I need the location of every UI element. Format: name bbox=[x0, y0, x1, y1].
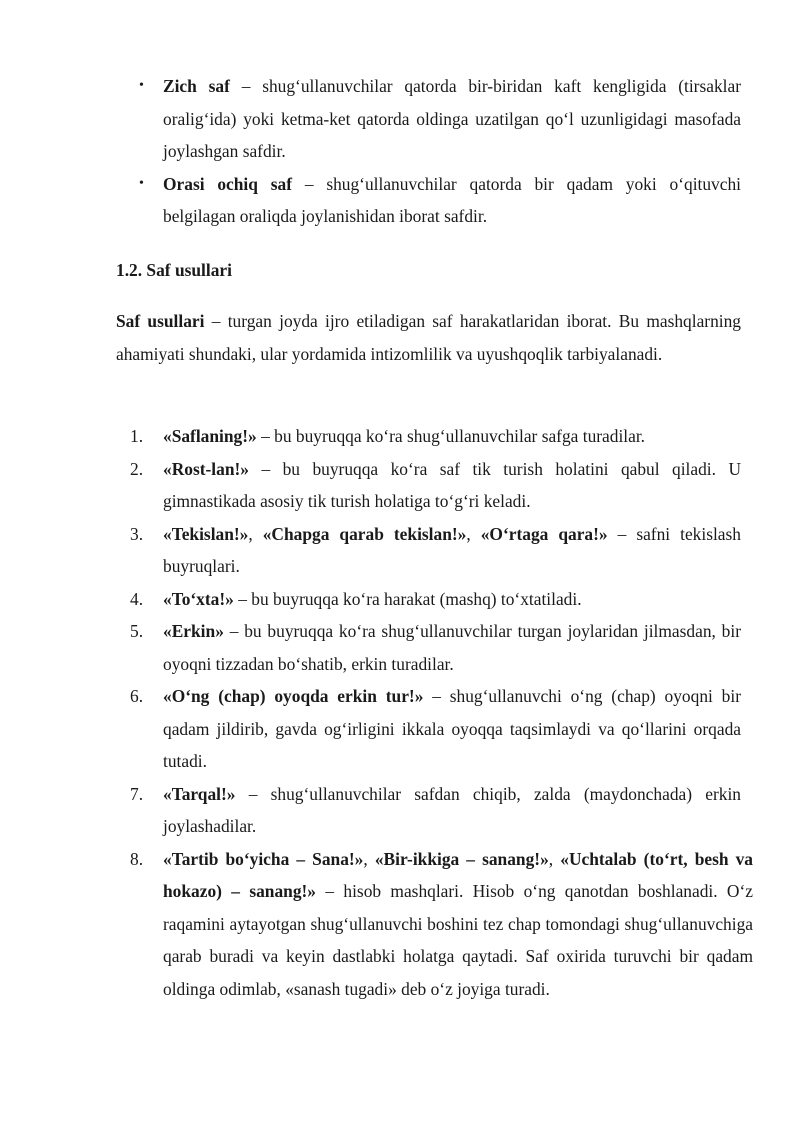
item-text: – bu buyruqqa ko‘ra shug‘ullanuvchilar turgan joylaridan jilmasdan, bir oyoqni tizzadan bo‘shatib, erkin turadilar. bbox=[163, 621, 741, 674]
list-item bbox=[130, 843, 754, 1006]
intro-paragraph bbox=[116, 305, 741, 370]
item-text: – shug‘ullanuvchilar safdan chiqib, zalda (maydonchada) erkin joylashadilar. bbox=[163, 783, 741, 836]
item-text: – safni tekislash buyruqlari. bbox=[163, 523, 741, 576]
list-number: 7. bbox=[130, 783, 144, 804]
item-text: – bu buyruqqa ko‘ra shug‘ullanuvchilar safga turadilar. bbox=[256, 426, 646, 446]
intro-text: – turgan joyda ijro etiladigan saf harakatlaridan iborat. Bu mashqlarning ahamiyati shundaki, ular yordamida intizomlilik va uyushqoqlik tarbiyalanadi. bbox=[116, 311, 741, 364]
command-text: «O‘rtaga qara!» bbox=[480, 523, 608, 544]
command-text: «Saflaning!» bbox=[163, 426, 257, 446]
numbered-list bbox=[0, 420, 800, 1005]
bullet-term: Orasi ochiq saf bbox=[163, 173, 293, 194]
list-item bbox=[130, 615, 741, 680]
item-text: – shug‘ullanuvchi o‘ng (chap) oyoqni bir qadam jildirib, gavda og‘irligini ikkala oyoqqa taqsimlaydi va qo‘llarini orqada tutadi. bbox=[163, 686, 741, 771]
command-text: «Erkin» bbox=[163, 621, 224, 641]
command-text: «Bir-ikkiga – sanang!» bbox=[374, 848, 549, 869]
separator: , bbox=[466, 523, 481, 544]
bullet-term: Zich saf bbox=[163, 76, 230, 96]
list-number: 1. bbox=[130, 426, 144, 446]
command-text: «Rost-lan!» bbox=[163, 458, 249, 479]
list-item bbox=[130, 778, 741, 843]
item-text: – bu buyruqqa ko‘ra saf tik turish holatini qabul qiladi. U gimnastikada asosiy tik turish holatiga to‘g‘ri keladi. bbox=[163, 458, 741, 511]
section-heading: 1.2. Saf usullari bbox=[116, 260, 232, 280]
bullet-text: – shug‘ullanuvchilar qatorda bir qadam yoki o‘qituvchi belgilagan oraliqda joylanishidan iborat safdir. bbox=[163, 173, 741, 226]
command-text: «Tarqal!» bbox=[163, 783, 236, 804]
list-number: 5. bbox=[130, 621, 144, 641]
list-number: 3. bbox=[130, 523, 144, 544]
list-item bbox=[130, 583, 741, 616]
command-text: «Tartib bo‘yicha – Sana!» bbox=[163, 848, 364, 869]
separator: , bbox=[248, 523, 263, 544]
list-item bbox=[130, 680, 741, 778]
list-item bbox=[130, 420, 741, 453]
item-text: – bu buyruqqa ko‘ra harakat (mashq) to‘xtatiladi. bbox=[233, 588, 582, 609]
list-number: 6. bbox=[130, 686, 144, 706]
separator: , bbox=[363, 848, 375, 869]
intro-term: Saf usullari bbox=[116, 311, 205, 331]
bullet-text: – shug‘ullanuvchilar qatorda bir-biridan kaft kengligida (tirsaklar oralig‘ida) yoki ketma-ket qatorda oldinga uzatilgan qo‘l uzunligidagi masofada joylashgan safdir. bbox=[163, 76, 741, 161]
command-text: «Chapga qarab tekislan!» bbox=[262, 523, 467, 544]
bullet-list bbox=[0, 70, 800, 233]
list-number: 8. bbox=[130, 848, 144, 869]
bullet-item-orasi-ochiq-saf bbox=[163, 168, 741, 233]
command-text: «Uchtalab (to‘rt, besh va hokazo) – sanang!» bbox=[163, 848, 754, 901]
bullet-item-zich-saf bbox=[163, 70, 741, 168]
command-text: «To‘xta!» bbox=[163, 588, 234, 609]
item-text: – hisob mashqlari. Hisob o‘ng qanotdan boshlanadi. O‘z raqamini aytayotgan shug‘ullanuvchi boshini tez chap tomondagi shug‘ullanuvchiga qarab buradi va keyin dastlabki holatga qaytadi. Saf oxirida turuvchi bir qadam oldinga odimlab, «sanash tugadi» deb o‘z joyiga turadi. bbox=[163, 881, 753, 999]
list-number: 2. bbox=[130, 458, 144, 479]
list-number: 4. bbox=[130, 588, 144, 609]
list-item bbox=[130, 518, 741, 583]
list-item bbox=[130, 453, 741, 518]
separator: , bbox=[548, 848, 561, 869]
command-text: «Tekislan!» bbox=[163, 523, 249, 544]
command-text: «O‘ng (chap) oyoqda erkin tur!» bbox=[163, 686, 424, 706]
